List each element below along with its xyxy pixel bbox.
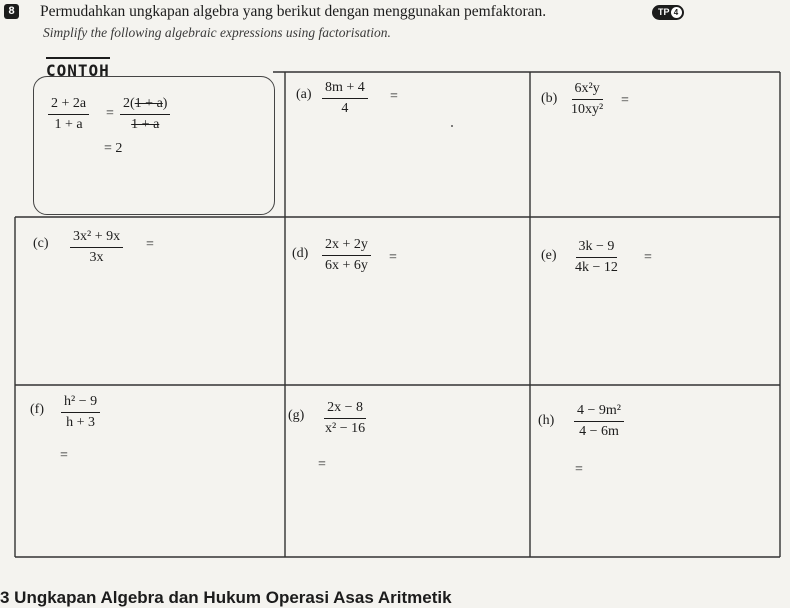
- item-g-equals: =: [318, 457, 326, 472]
- example-lhs-denominator: 1 + a: [54, 117, 83, 132]
- item-f-equals: =: [60, 448, 68, 463]
- item-h-numerator: 4 − 9m²: [574, 404, 624, 422]
- item-g-numerator: 2x − 8: [324, 401, 366, 419]
- item-c-denominator: 3x: [89, 250, 104, 265]
- item-e-numerator: 3k − 9: [576, 240, 618, 258]
- item-c-numerator: 3x² + 9x: [70, 230, 123, 248]
- item-a-fraction: [322, 81, 368, 116]
- example-mid-numerator: [120, 97, 170, 115]
- item-b-denominator: 10xy²: [571, 102, 604, 117]
- item-a-equals: =: [390, 89, 398, 104]
- item-d-fraction: [322, 238, 371, 273]
- example-mid-num-pre: 2(: [123, 96, 135, 111]
- item-d-denominator: 6x + 6y: [325, 258, 368, 273]
- item-a-numerator: 8m + 4: [322, 81, 368, 99]
- item-b-fraction: [568, 82, 606, 117]
- example-mid-num-post: ): [162, 96, 168, 111]
- example-lhs-numerator: 2 + 2a: [48, 97, 89, 115]
- item-g-label: (g): [288, 408, 305, 423]
- example-lhs-fraction: [48, 97, 89, 132]
- item-d-numerator: 2x + 2y: [322, 238, 371, 256]
- example-mid-num-struck: 1 + a: [134, 96, 163, 111]
- item-f-label: (f): [30, 402, 44, 417]
- item-f-fraction: [61, 395, 100, 430]
- example-label: CONTOH: [46, 57, 110, 80]
- item-b-equals: =: [621, 93, 629, 108]
- item-g-fraction: [322, 401, 368, 436]
- item-a-denominator: 4: [341, 101, 349, 116]
- item-e-denominator: 4k − 12: [575, 260, 618, 275]
- example-mid-fraction: [120, 97, 170, 132]
- item-d-equals: =: [389, 250, 397, 265]
- item-b-numerator: 6x²y: [572, 82, 603, 100]
- example-equals: =: [106, 106, 114, 121]
- item-e-equals: =: [644, 250, 652, 265]
- item-h-fraction: [574, 404, 624, 439]
- item-f-numerator: h² − 9: [61, 395, 100, 413]
- example-mid-denominator: 1 + a: [131, 117, 160, 132]
- item-f-denominator: h + 3: [66, 415, 95, 430]
- item-g-denominator: x² − 16: [325, 421, 366, 436]
- item-h-label: (h): [538, 413, 555, 428]
- question-title: Permudahkan ungkapan algebra yang berikut dengan menggunakan pemfaktoran.: [40, 3, 547, 20]
- question-number-badge: 8: [4, 4, 19, 19]
- item-c-equals: =: [146, 237, 154, 252]
- item-b-label: (b): [541, 91, 558, 106]
- example-result: = 2: [104, 141, 123, 156]
- item-e-fraction: [572, 240, 621, 275]
- item-c-fraction: [70, 230, 123, 265]
- tp-badge-text: TP: [658, 7, 670, 17]
- item-e-label: (e): [541, 248, 557, 263]
- tp-badge-level: 4: [671, 7, 682, 18]
- question-subtitle: Simplify the following algebraic expressions using factorisation.: [43, 25, 391, 40]
- chapter-footer: 3 Ungkapan Algebra dan Hukum Operasi Asas Aritmetik: [0, 588, 452, 607]
- item-a-label: (a): [296, 87, 312, 102]
- stray-dot: [451, 125, 453, 127]
- item-h-denominator: 4 − 6m: [579, 424, 619, 439]
- item-h-equals: =: [575, 462, 583, 477]
- item-d-label: (d): [292, 246, 309, 261]
- item-c-label: (c): [33, 236, 49, 251]
